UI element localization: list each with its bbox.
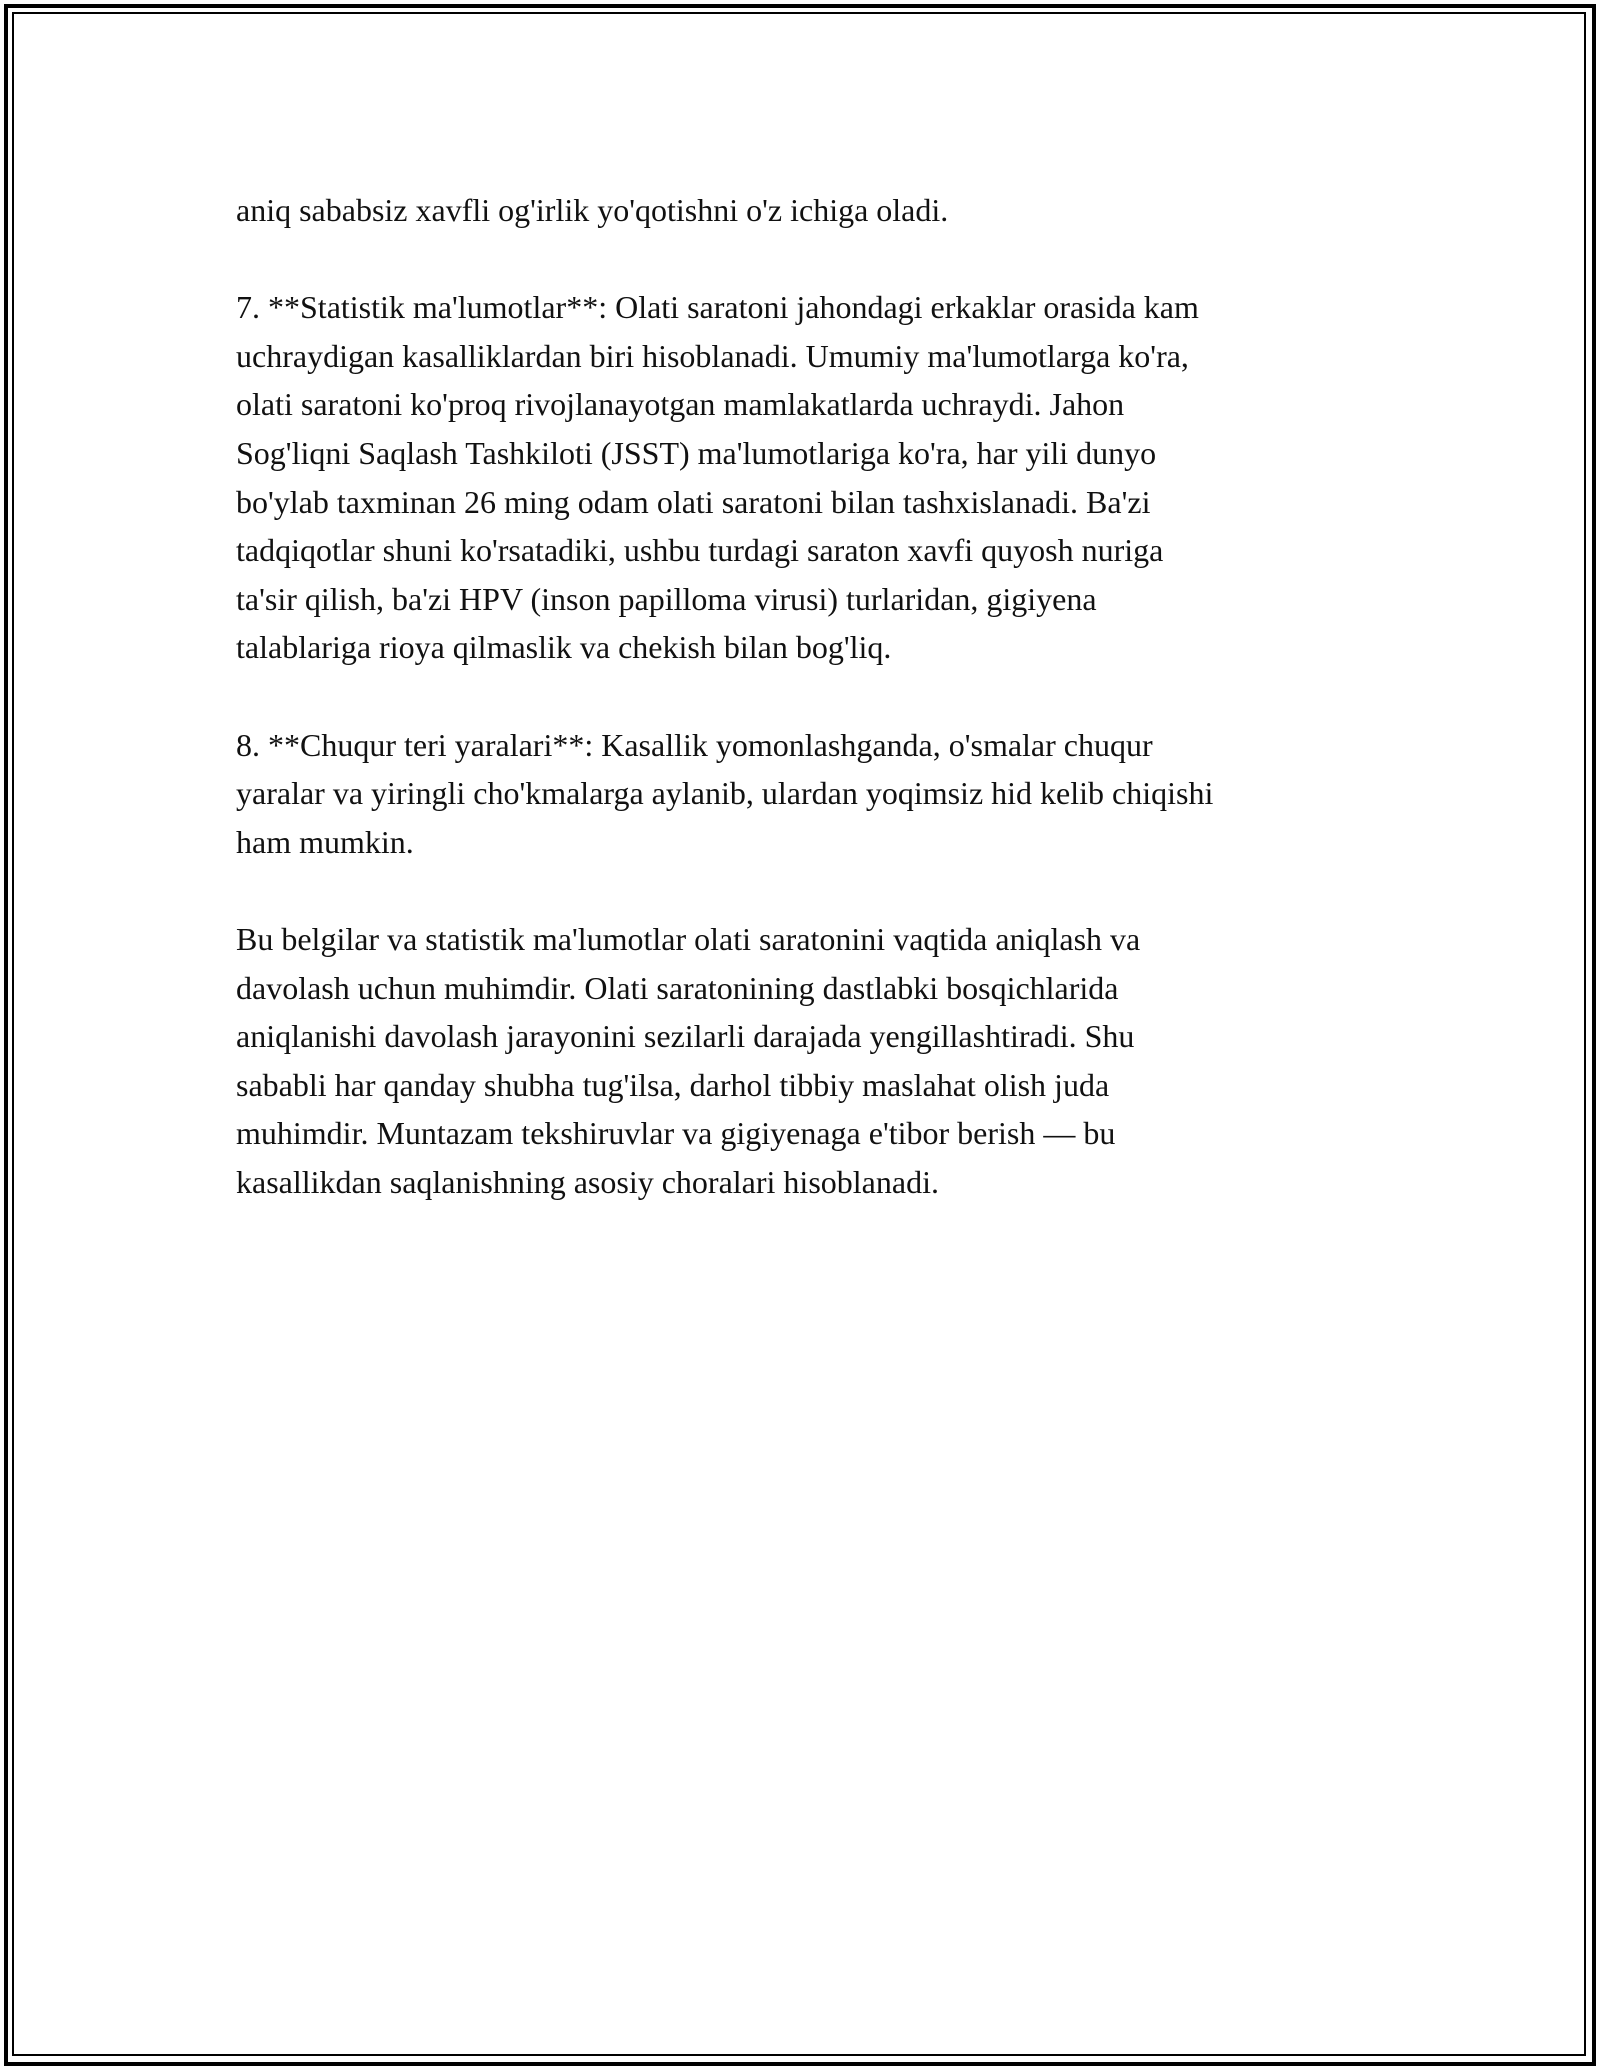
paragraph-deep-ulcers: 8. **Chuqur teri yaralari**: Kasallik yomonlashganda, o'smalar chuqur yaralar va yiringli cho'kmalarga aylanib, ulardan yoqimsiz hid kelib chiqishi ham mumkin. — [236, 726, 1214, 860]
paragraph-statistics: 7. **Statistik ma'lumotlar**: Olati saratoni jahondagi erkaklar orasida kam uchraydigan kasalliklardan biri hisoblanadi. Umumiy ma'lumotlarga ko'ra, olati saratoni ko'proq rivojlanayotgan mamlakatlarda uchraydi. Jahon Sog'liqni Saqlash Tashkiloti (JSST) ma'lumotlariga ko'ra, har yili dunyo bo'ylab taxminan 26 ming odam olati saratoni bilan tashxislanadi. Ba'zi tadqiqotlar shuni ko'rsatadiki, ushbu turdagi saraton xavfi quyosh nuriga ta'sir qilish, ba'zi HPV (inson papilloma virusi) turlaridan, gigiyena talablariga rioya qilmaslik va chekish bilan bog'liq. — [236, 289, 1199, 666]
document-body — [236, 186, 1396, 1255]
paragraph-weight-loss-continuation: aniq sababsiz xavfli og'irlik yo'qotishni o'z ichiga oladi. — [236, 192, 949, 228]
paragraph-conclusion: Bu belgilar va statistik ma'lumotlar olati saratonini vaqtida aniqlash va davolash uchun muhimdir. Olati saratonining dastlabki bosqichlarida aniqlanishi davolash jarayonini sezilarli darajada yengillashtiradi. Shu sababli har qanday shubha tug'ilsa, darhol tibbiy maslahat olish juda muhimdir. Muntazam tekshiruvlar va gigiyenaga e'tibor berish — bu kasallikdan saqlanishning asosiy choralari hisoblanadi. — [236, 920, 1141, 1200]
